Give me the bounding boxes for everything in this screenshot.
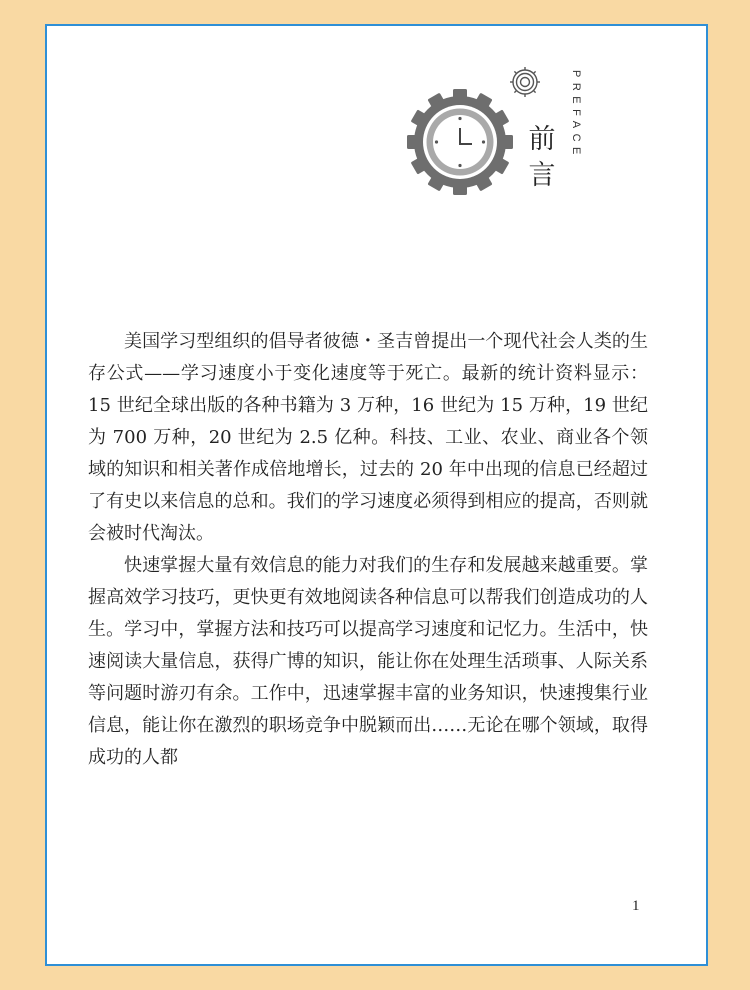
title-english: PREFACE [570,70,582,160]
paragraph-1: 美国学习型组织的倡导者彼德・圣吉曾提出一个现代社会人类的生存公式——学习速度小于变化速度等于死亡。最新的统计资料显示：15 世纪全球出版的各种书籍为 3 万种，16 世纪为 15 万种，19 世纪为 700 万种，20 世纪为 2.5 亿种。科技、工业、农业、商业各个领域的知识和相关著作成倍地增长，过去的 20 年中出现的信息已经超过了有史以来信息的总和。我们的学习速度必须得到相应的提高，否则就会被时代淘汰。 [88,331,648,544]
page-number: 1 [632,898,640,914]
title-chinese: 前言 [528,124,556,191]
body-text [88,326,648,774]
paragraph-2: 快速掌握大量有效信息的能力对我们的生存和发展越来越重要。掌握高效学习技巧，更快更有效地阅读各种信息可以帮我们创造成功的人生。学习中，掌握方法和技巧可以提高学习速度和记忆力。生活中，快速阅读大量信息，获得广博的知识，能让你在处理生活琐事、人际关系等问题时游刃有余。工作中，迅速掌握丰富的业务知识，快速搜集行业信息，能让你在激烈的职场竞争中脱颖而出……无论在哪个领域，取得成功的人都 [88,555,648,768]
gear-clock-icon [406,88,514,196]
